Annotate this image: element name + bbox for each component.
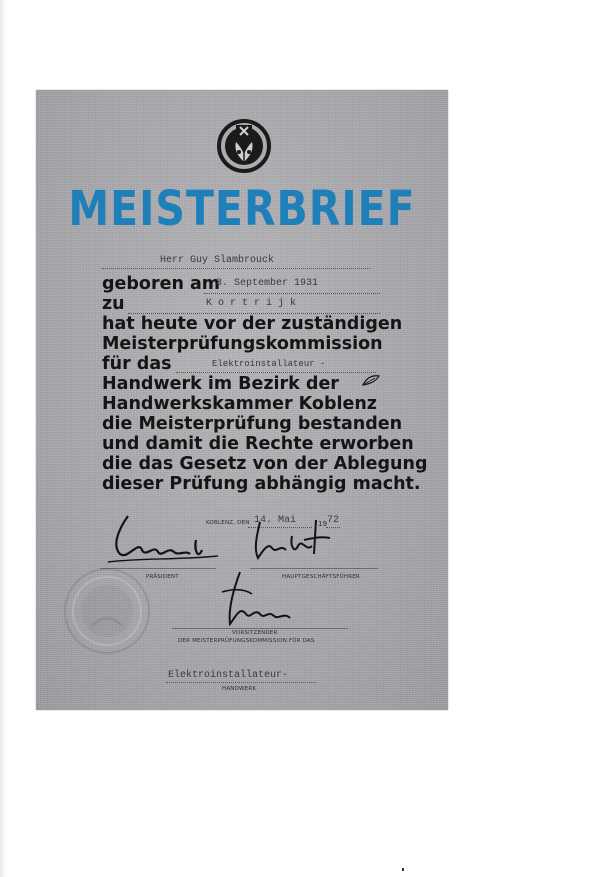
body-line-9: dieser Prüfung abhängig macht. [102, 474, 421, 494]
president-label: PRÄSIDENT [146, 574, 179, 580]
trade-bottom-dotted-line [166, 682, 316, 683]
trade-dotted-line [176, 372, 376, 373]
date-place-label: KOBLENZ, DEN [206, 520, 250, 526]
birth-date: 8. September 1931 [216, 278, 319, 289]
embossed-seal-icon [62, 566, 152, 656]
body-line-5: Handwerkskammer Koblenz [102, 394, 377, 414]
name-dotted-line [102, 268, 370, 269]
trade-typed: Elektroinstallateur - [212, 359, 326, 369]
date-day-month: 14. Mai [254, 515, 297, 526]
body-line-4: Handwerk im Bezirk der [102, 374, 339, 394]
trade-bottom-label: HANDWERK [222, 686, 257, 692]
body-line-3-prefix: für das [102, 354, 172, 374]
chair-label-2: DER MEISTERPRÜFUNGSKOMMISSION FÜR DAS [178, 638, 315, 644]
birth-place: K o r t r i j k [206, 298, 297, 309]
president-signature-icon [98, 510, 228, 570]
body-line-6: die Meisterprüfung bestanden [102, 414, 403, 434]
oak-leaf-ornament-icon [362, 374, 380, 386]
body-line-8: die das Gesetz von der Ablegung [102, 454, 428, 474]
manager-signature-icon [242, 514, 362, 566]
birth-label: geboren am [102, 274, 221, 294]
certificate-title: MEISTERBRIEF [68, 180, 416, 237]
date-year: 72 [327, 515, 340, 526]
body-line-2: Meisterprüfungskommission [102, 334, 383, 354]
chair-signature-icon [206, 568, 306, 634]
chair-label-1: VORSITZENDER [232, 630, 278, 636]
holder-name: Herr Guy Slambrouck [160, 255, 275, 266]
body-line-7: und damit die Rechte erworben [102, 434, 414, 454]
date-year-prefix: 19 [318, 520, 328, 528]
place-label: zu [102, 294, 125, 314]
scan-mark [402, 868, 404, 871]
birth-dotted-line [204, 293, 380, 294]
body-line-1: hat heute vor der zuständigen [102, 314, 403, 334]
manager-label: HAUPTGESCHÄFTSFÜHRER [282, 574, 360, 580]
certificate [36, 90, 448, 710]
trade-bottom-typed: Elektroinstallateur- [168, 670, 289, 681]
chair-line [172, 628, 348, 629]
hammer-oak-wreath-emblem-icon [216, 118, 272, 174]
